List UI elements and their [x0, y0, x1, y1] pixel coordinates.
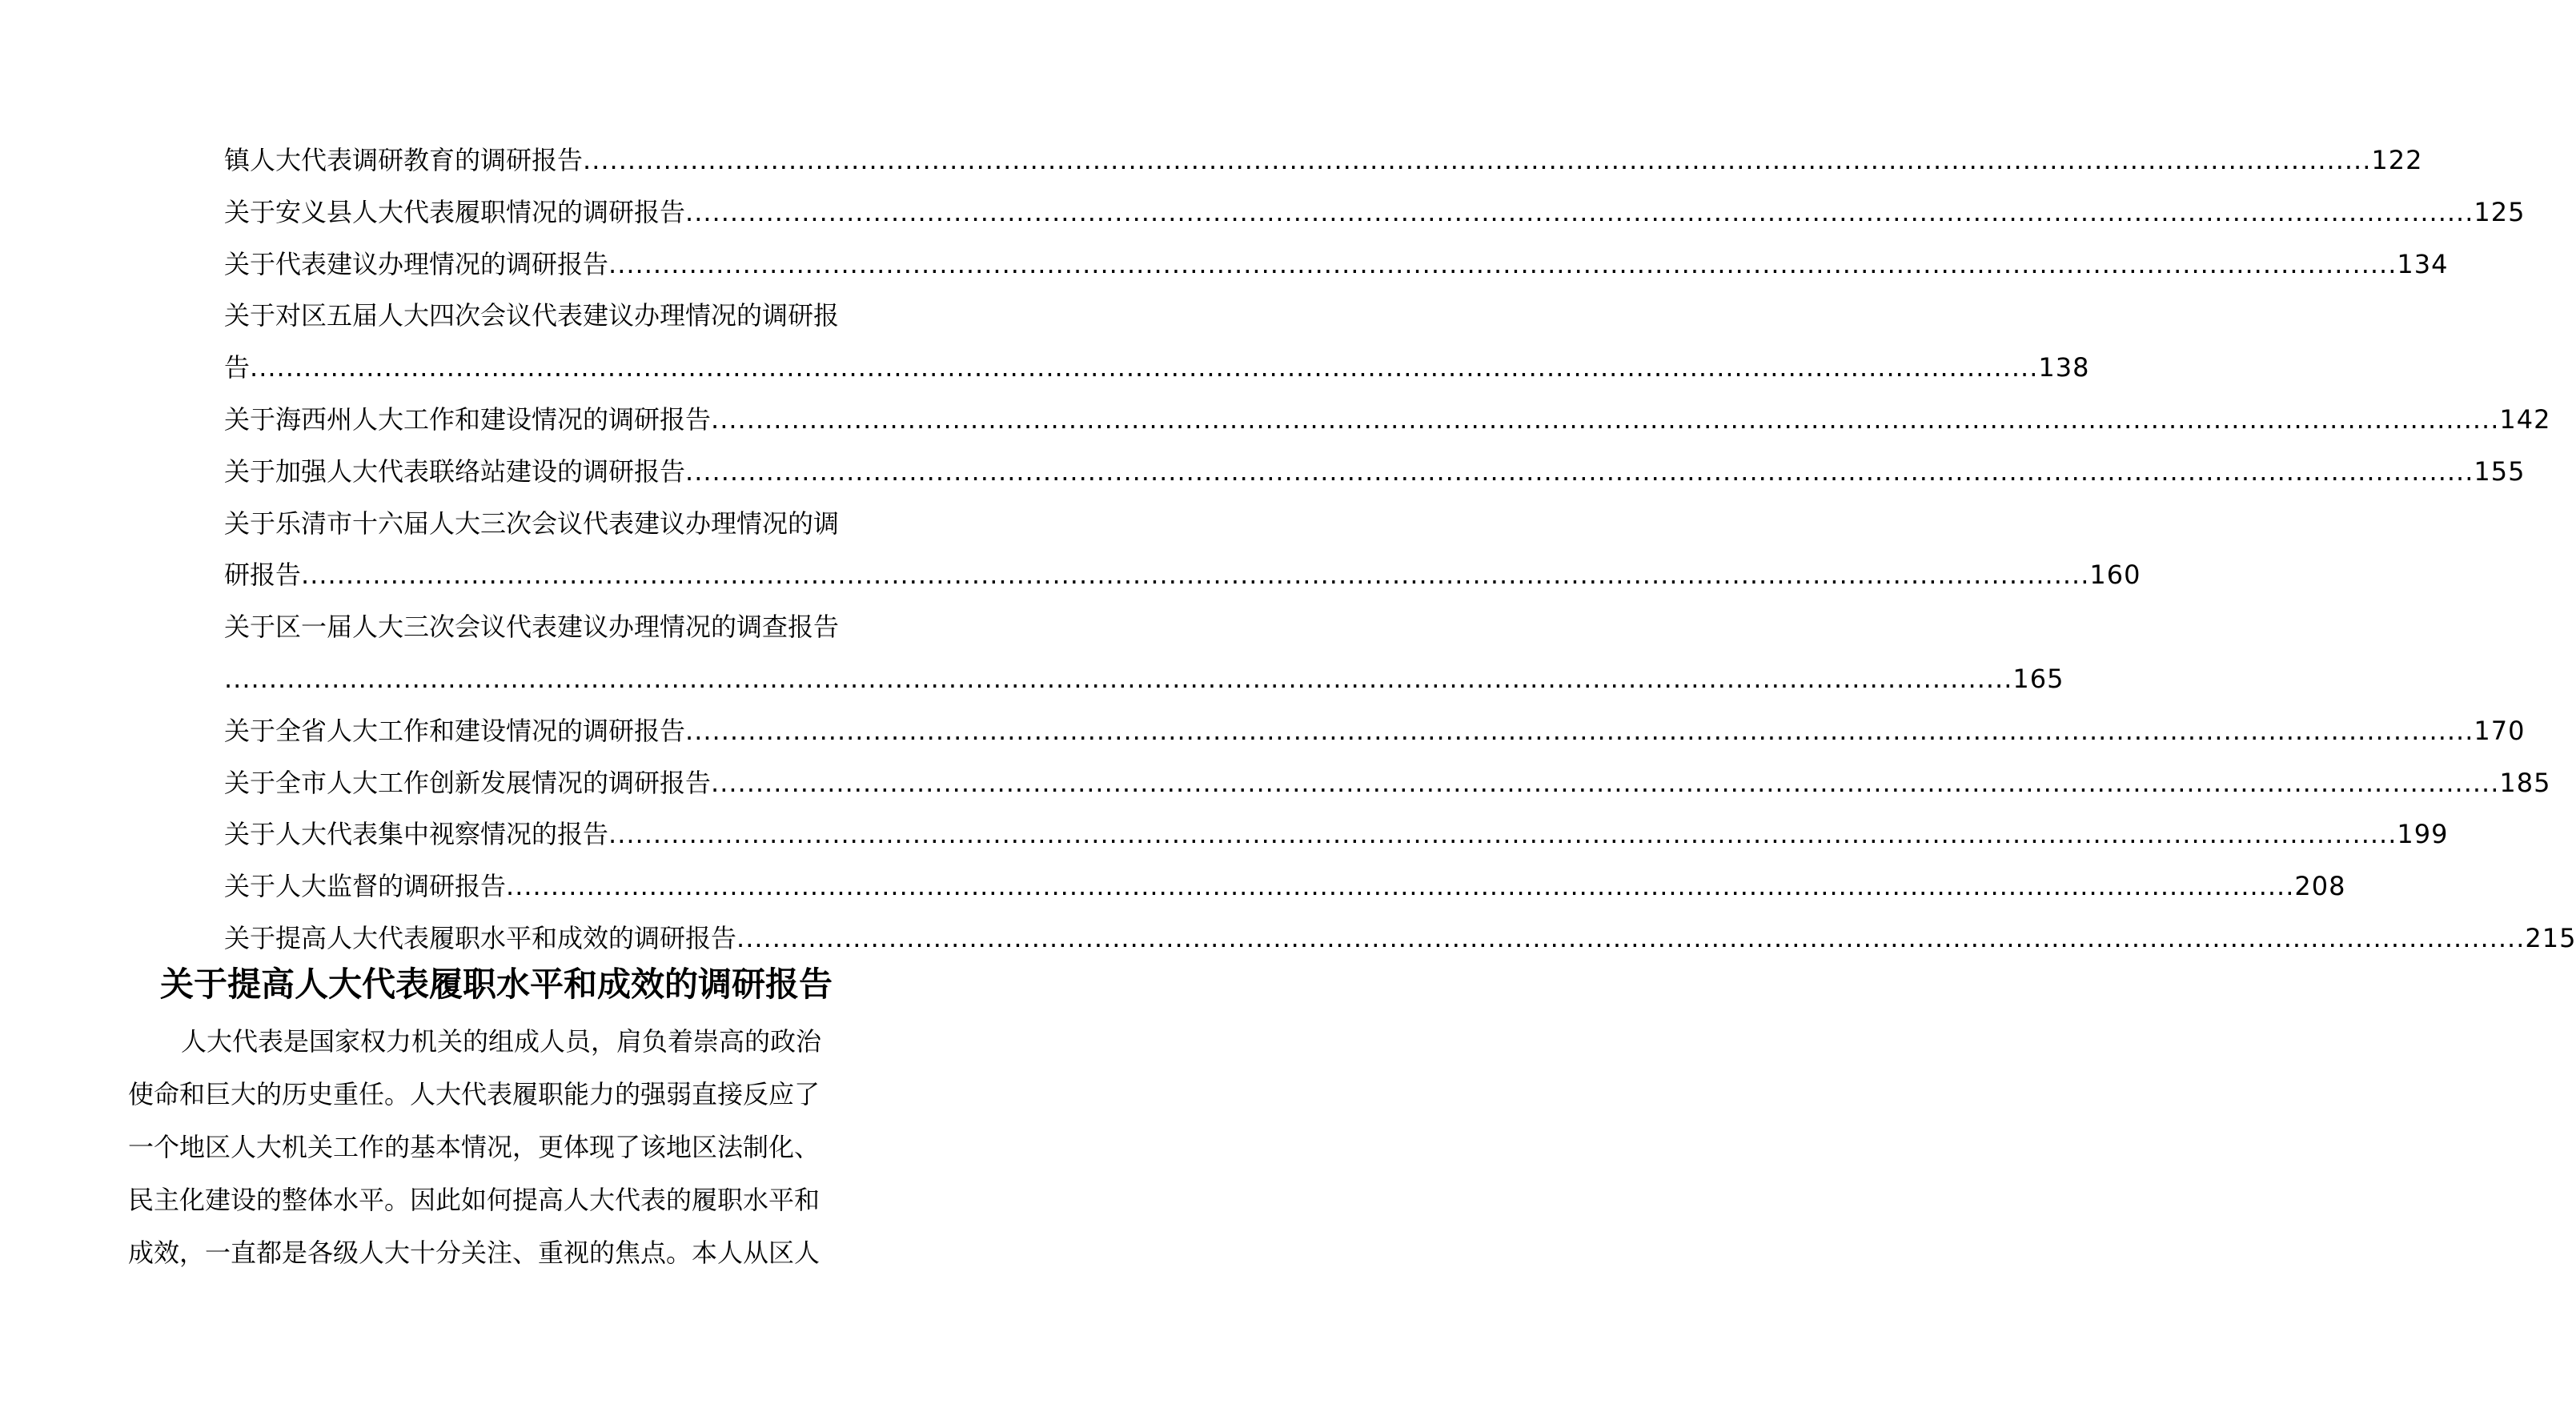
toc-line	[224, 705, 2526, 757]
toc-entry-title: 关于全省人大工作和建设情况的调研报告	[224, 715, 686, 746]
toc-entry	[224, 239, 2449, 291]
toc-entry	[224, 757, 2551, 809]
toc-leader-dots: ........................................................................................................................................................................................................	[711, 403, 2500, 435]
toc-leader-dots: ........................................................................................................................................................................................................	[685, 455, 2474, 487]
toc-line	[224, 860, 2346, 913]
toc-line	[224, 498, 840, 550]
toc-leader-dots: ........................................................................................................................................................................................................	[608, 248, 2397, 279]
toc-line	[224, 187, 2526, 239]
toc-entry-title: 关于区一届人大三次会议代表建议办理情况的调查报告	[224, 612, 840, 643]
toc-page-number: 165	[2012, 663, 2064, 694]
toc-leader-dots: ........................................................................................................................................................................................................	[685, 715, 2474, 746]
toc-leader-dots: ........................................................................................................................................................................................................	[250, 352, 2039, 383]
toc-page-number: 170	[2474, 715, 2526, 746]
toc-page-number: 199	[2397, 819, 2449, 850]
toc-line	[224, 134, 2423, 187]
toc-entry	[224, 913, 2576, 965]
toc-entry	[224, 446, 2526, 498]
toc-leader-dots: ........................................................................................................................................................................................................	[506, 871, 2295, 902]
toc-entry-title: 关于加强人大代表联络站建设的调研报告	[224, 455, 686, 487]
toc-line	[224, 601, 840, 653]
table-of-contents	[224, 134, 2576, 965]
toc-page-number: 142	[2499, 403, 2551, 435]
toc-leader-dots: ........................................................................................................................................................................................................	[608, 819, 2397, 850]
toc-page-number: 155	[2474, 455, 2526, 487]
body-line: 人大代表是国家权力机关的组成人员，肩负着崇高的政治	[181, 1026, 822, 1057]
toc-leader-dots: ........................................................................................................................................................................................................	[583, 145, 2372, 175]
toc-line	[224, 913, 2576, 965]
document-title: 关于提高人大代表履职水平和成效的调研报告	[159, 965, 833, 1004]
toc-entry-title: 关于安义县人大代表履职情况的调研报告	[224, 196, 686, 227]
toc-page-number: 138	[2038, 352, 2090, 383]
toc-page-number: 125	[2474, 196, 2526, 227]
toc-leader-dots: ........................................................................................................................................................................................................	[685, 196, 2474, 227]
toc-entry	[224, 808, 2449, 860]
toc-line	[224, 808, 2449, 860]
toc-leader-dots: ........................................................................................................................................................................................................	[224, 663, 2013, 694]
toc-entry-title: 关于提高人大代表履职水平和成效的调研报告	[224, 922, 737, 953]
body-line: 一个地区人大机关工作的基本情况，更体现了该地区法制化、	[128, 1132, 821, 1162]
toc-line	[224, 446, 2526, 498]
body-line: 成效，一直都是各级人大十分关注、重视的焦点。本人从区人	[128, 1238, 821, 1268]
toc-entry	[224, 860, 2346, 913]
toc-entry	[224, 498, 2141, 602]
toc-line	[224, 342, 2090, 394]
toc-entry-title: 关于人大代表集中视察情况的报告	[224, 819, 609, 850]
toc-line	[224, 394, 2551, 446]
toc-line	[224, 757, 2551, 809]
toc-line	[224, 549, 2141, 601]
toc-line	[224, 653, 2064, 705]
toc-entry	[224, 134, 2423, 187]
toc-page-number: 208	[2294, 871, 2346, 902]
toc-entry-title: 关于海西州人大工作和建设情况的调研报告	[224, 403, 712, 435]
toc-entry-title: 镇人大代表调研教育的调研报告	[224, 145, 584, 175]
toc-page-number: 215	[2525, 922, 2576, 953]
body-paragraph	[128, 1015, 877, 1279]
body-line: 民主化建设的整体水平。因此如何提高人大代表的履职水平和	[128, 1185, 821, 1215]
toc-entry-title: 告	[224, 352, 251, 383]
toc-entry	[224, 705, 2526, 757]
toc-leader-dots: ........................................................................................................................................................................................................	[301, 560, 2090, 591]
toc-page-number: 160	[2089, 560, 2141, 591]
toc-leader-dots: ........................................................................................................................................................................................................	[736, 922, 2526, 953]
body-line: 使命和巨大的历史重任。人大代表履职能力的强弱直接反应了	[128, 1079, 821, 1109]
toc-entry	[224, 601, 2064, 705]
toc-page-number: 122	[2371, 145, 2423, 175]
toc-entry	[224, 290, 2090, 394]
toc-page-number: 134	[2397, 248, 2449, 279]
toc-entry	[224, 187, 2526, 239]
toc-line	[224, 290, 840, 342]
toc-line	[224, 239, 2449, 291]
toc-leader-dots: ........................................................................................................................................................................................................	[711, 767, 2500, 798]
toc-entry	[224, 394, 2551, 446]
toc-entry-title: 关于对区五届人大四次会议代表建议办理情况的调研报	[224, 300, 840, 331]
toc-entry-title: 关于人大监督的调研报告	[224, 871, 507, 902]
toc-entry-title: 关于乐清市十六届人大三次会议代表建议办理情况的调	[224, 507, 840, 539]
toc-entry-title: 研报告	[224, 560, 302, 591]
toc-entry-title: 关于代表建议办理情况的调研报告	[224, 248, 609, 279]
toc-page-number: 185	[2499, 767, 2551, 798]
toc-entry-title: 关于全市人大工作创新发展情况的调研报告	[224, 767, 712, 798]
